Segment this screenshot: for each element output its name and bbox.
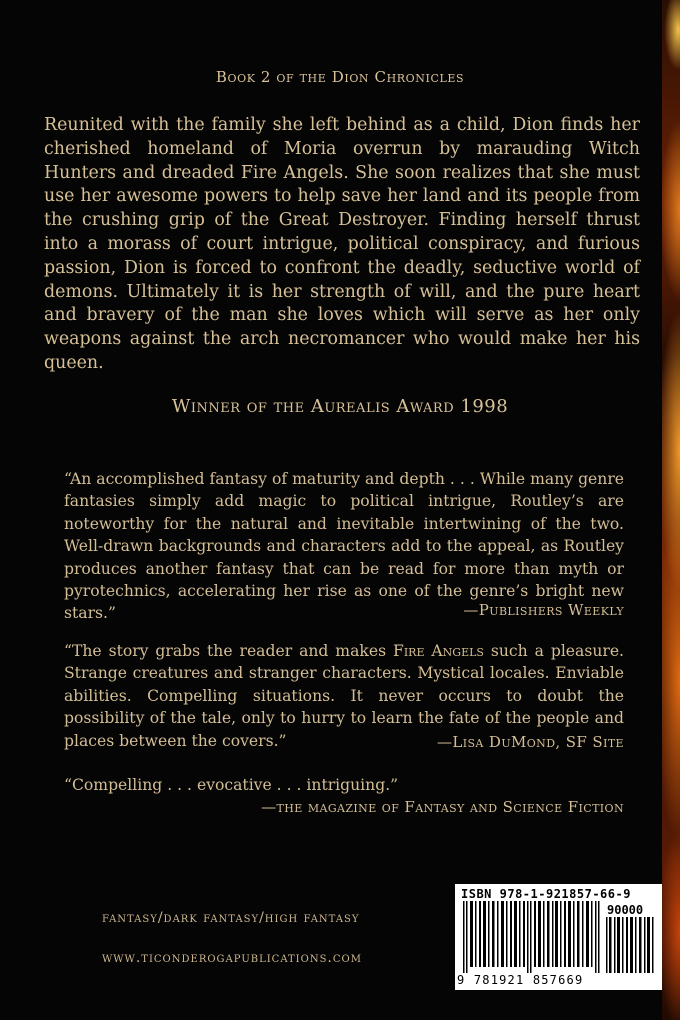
ean-barcode-bars bbox=[461, 901, 601, 973]
ean-digits: 9 781921 857669 bbox=[457, 973, 584, 987]
genre-label: fantasy/dark fantasy/high fantasy bbox=[102, 910, 360, 926]
review-quote-2-end: such a pleasure. Strange creatures and stranger characters. Mystical locales. Enviable abilities. Compelling situations. It never occurs to doubt the possibility of the tale, only to hurry to learn the fate of the people and places between the covers.” bbox=[64, 642, 625, 750]
review-attribution-1: —Publishers Weekly bbox=[463, 601, 624, 619]
publisher-website: www.ticonderogapublications.com bbox=[102, 950, 362, 966]
price-code: 90000 bbox=[607, 903, 644, 917]
review-quote-1: “An accomplished fantasy of maturity and depth . . . While many genre fantasies simply add magic to political intrigue, Routley’s are noteworthy for the natural and inevitable intertwining of the two. Well-drawn backgrounds and characters add to the appeal, as Routley produces another fantasy that can be read for more than myth or pyrotechnics, accelerating her rise as one of the genre’s bright new stars.” bbox=[64, 470, 624, 623]
book-blurb: Reunited with the family she left behind as a child, Dion finds her cherished homeland of Moria overrun by marauding Witch Hunters and dreaded Fire Angels. She soon realizes that she must use her awesome powers to help save her land and its people from the crushing grip of the Great Destroyer. Finding herself thrust into a morass of court intrigue, political conspiracy, and furious passion, Dion is forced to confront the deadly, seductive world of demons. Ultimately it is her strength of will, and the pure heart and bravery of the man she loves which will serve as her only weapons against the arch necromancer who would make her his queen. bbox=[44, 115, 640, 373]
review-quote-2-start: “The story grabs the reader and makes bbox=[64, 642, 393, 660]
review-attribution-3: —the magazine of Fantasy and Science Fiction bbox=[261, 798, 624, 816]
book-title-mention: Fire Angels bbox=[393, 642, 484, 660]
series-line: Book 2 of the Dion Chronicles bbox=[215, 68, 465, 86]
isbn-number: ISBN 978-1-921857-66-9 bbox=[461, 887, 631, 901]
price-barcode-bars bbox=[605, 917, 655, 973]
isbn-barcode bbox=[455, 884, 662, 990]
review-quote-3: “Compelling . . . evocative . . . intriguing.” bbox=[64, 776, 399, 794]
flame-artwork-edge bbox=[662, 0, 680, 1020]
review-attribution-2: —Lisa DuMond, SF Site bbox=[436, 733, 624, 751]
award-line: Winner of the Aurealis Award 1998 bbox=[171, 396, 509, 417]
